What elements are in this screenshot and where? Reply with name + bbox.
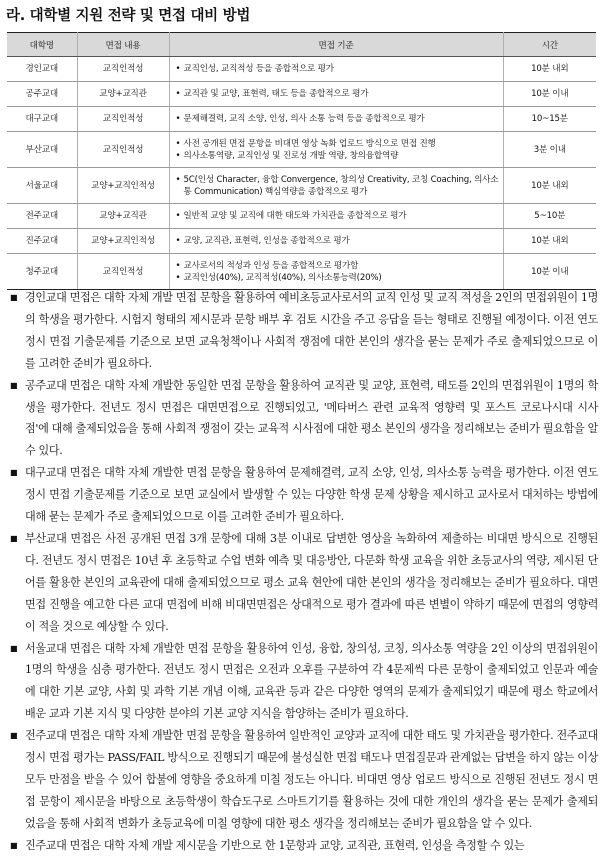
paragraph-text: 서울교대 면접은 대학 자체 개발한 면접 문항을 활용하여 인성, 융합, 창의성, 코칭, 의사소통 역량을 2인 이상의 면접위원이 1명의 학생을 심층 평가한다. 전년도 정시 면접은 오전과 오후를 구분하여 각 4문제씩 다른 문항이 출제되었고 인문과 예술에 대한 기본 교양, 사회 및 과학 기본 개념 이해, 교육관 등과 같은 다양한 영역의 문제가 출제되었기 때문에 평소 학교에서 배운 교과 기본 지식 및 다양한 분야의 기본 교양 지식을 함양하는 준비가 필요하다.	[25, 641, 598, 721]
criteria-list	[176, 260, 501, 284]
paragraph-text: 경인교대 면접은 대학 자체 개발 면접 문항을 활용하여 예비초등교사로서의 교직 인성 및 교직 적성을 2인의 면접위원이 1명의 학생을 평가한다. 시험지 형태의 제시문과 문항 배부 후 검토 시간을 주고 응답을 듣는 형태로 진행될 예정이다. 이전 연도 정시 면접 기출문제를 기준으로 보면 교육청책이나 사회적 쟁점에 대한 본인의 생각을 묻는 문제가 주로 출제되었으므로 이를 고려한 준비가 필요하다.	[25, 291, 598, 370]
cell-time: 10분 내외	[503, 229, 596, 254]
cell-content: 교양+교직인적성	[77, 168, 169, 204]
criteria-list	[176, 235, 501, 247]
cell-time: 10분 이내	[503, 82, 596, 107]
table-row	[7, 229, 596, 254]
page-title: 라. 대학별 지원 전략 및 면접 대비 방법	[6, 8, 251, 24]
table-row	[7, 107, 596, 132]
cell-criteria	[169, 204, 503, 229]
strategy-paragraph	[6, 725, 598, 835]
cell-content: 교양+교직관	[77, 82, 169, 107]
cell-university: 대구교대	[7, 107, 77, 132]
criteria-item: • 교직인성, 교직적성 등을 종합적으로 평가	[176, 63, 501, 75]
cell-criteria	[169, 254, 503, 290]
cell-content: 교직인적성	[77, 132, 169, 168]
strategy-paragraph	[6, 528, 598, 638]
square-bullet-icon: ■	[10, 293, 18, 302]
cell-criteria	[169, 57, 503, 82]
criteria-item: • 사전 공개된 면접 문항을 비대면 영상 녹화 업로드 방식으로 면접 진행	[176, 138, 501, 150]
table-header-row	[7, 33, 596, 57]
header-content: 면접 내용	[77, 33, 169, 57]
cell-criteria	[169, 107, 503, 132]
cell-time: 3분 이내	[503, 132, 596, 168]
square-bullet-icon: ■	[10, 731, 18, 741]
square-bullet-icon: ■	[10, 643, 18, 653]
criteria-item: • 의사소통역량, 교직인성 및 진로성 개발 역량, 창의융합역량	[176, 150, 501, 162]
square-bullet-icon: ■	[10, 380, 18, 390]
cell-university: 공주교대	[7, 82, 77, 107]
cell-content: 교직인적성	[77, 57, 169, 82]
criteria-item: • 교사로서의 적성과 인성 등을 종합적으로 평가함	[176, 260, 501, 272]
paragraph-text: 대구교대 면접은 대학 자체 개발한 면접 문항을 활용하여 문제해결력, 교직 소양, 인성, 의사소통 능력을 평가한다. 이전 연도 정시 면접 기출문제를 기준으로 보면 교실에서 발생할 수 있는 다양한 학생 문제 상황을 제시하고 교사로서 대처하는 방법에 대해 묻는 문제가 주로 출제되었으므로 이를 고려한 준비가 필요하다.	[25, 466, 598, 524]
cell-university: 부산교대	[7, 132, 77, 168]
table-row	[7, 168, 596, 204]
criteria-item: • 일반적 교양 및 교직에 대한 태도와 가치관을 종합적으로 평가	[176, 210, 501, 222]
cell-criteria	[169, 132, 503, 168]
criteria-list	[176, 63, 501, 75]
criteria-list	[176, 210, 501, 222]
cell-time: 10분 내외	[503, 57, 596, 82]
table-row	[7, 82, 596, 107]
table-row	[7, 57, 596, 82]
strategy-paragraphs	[6, 287, 598, 857]
paragraph-text: 진주교대 면접은 대학 자체 개발 제시문을 기반으로 한 1문항과 교양, 교직관, 표현력, 인성을 측정할 수 있는	[25, 838, 525, 852]
paragraph-text: 전주교대 면접은 대학 자체 개발한 면접 문항을 활용하여 일반적인 교양과 교직에 대한 태도 및 가치관을 평가한다. 전주교대 정시 면접 평가는 PASS/FAIL 방식으로 진행되기 때문에 불성실한 면접 태도나 면접질문과 관계없는 답변을 하지 않는 이상 모두 만점을 받을 수 있어 합불에 영향을 중요하게 미칠 정도는 아니다. 비대면 영상 업로드 방식으로 진행된 전년도 정시 면접 문항이 제시문을 바탕으로 초등학생이 학습도구로 스마트기기를 활용하는 것에 대한 개인의 생각을 묻는 문제가 출제되었음을 통해 사회적 변화가 초등교육에 미칠 영향에 대한 평소 생각을 정리해보는 준비가 필요함을 알 수 있다.	[25, 729, 598, 830]
cell-criteria	[169, 168, 503, 204]
cell-university: 전주교대	[7, 204, 77, 229]
cell-university: 진주교대	[7, 229, 77, 254]
header-criteria: 면접 기준	[169, 33, 503, 57]
criteria-list	[176, 88, 501, 100]
cell-content: 교양+교직관	[77, 204, 169, 229]
criteria-list	[176, 113, 501, 125]
table-row	[7, 132, 596, 168]
criteria-item: • 5C(인성 Character, 융합 Convergence, 창의성 Creativity, 코칭 Coaching, 의사소통 Communication) 핵심역량을 종합적으로 평가	[176, 174, 501, 198]
cell-time: 5~10분	[503, 204, 596, 229]
square-bullet-icon: ■	[10, 533, 18, 543]
criteria-item: • 교양, 교직관, 표현력, 인성을 종합적으로 평가	[176, 235, 501, 247]
table-row	[7, 204, 596, 229]
square-bullet-icon: ■	[10, 468, 18, 478]
criteria-list	[176, 138, 501, 162]
criteria-item: • 교직관 및 교양, 표현력, 태도 등을 종합적으로 평가	[176, 88, 501, 100]
cell-university: 경인교대	[7, 57, 77, 82]
cell-content: 교양+교직인적성	[77, 229, 169, 254]
strategy-paragraph	[6, 462, 598, 528]
cell-content: 교직인적성	[77, 254, 169, 290]
table-row	[7, 254, 596, 290]
paragraph-text: 부산교대 면접은 사전 공개된 면접 3개 문항에 대해 3분 이내로 답변한 영상을 녹화하여 제출하는 비대면 방식으로 진행된다. 전년도 정시 면접은 10년 후 초등학교 수업 변화 예측 및 대응방안, 다문화 학생 교육을 위한 초등교사의 역량, 제시된 단어를 활용한 본인의 교육관에 대해 출제되었으므로 평소 교육 현안에 대한 본인의 생각을 정리해보는 준비가 필요하다. 대면면접 진행을 예고한 다른 교대 면접에 비해 비대면면접은 상대적으로 평가 결과에 따른 변별이 약하기 때문에 면접의 영향력이 적을 것으로 예상할 수 있다.	[25, 531, 598, 633]
cell-time: 10~15분	[503, 107, 596, 132]
strategy-paragraph	[6, 835, 598, 857]
cell-time: 10분 내외	[503, 168, 596, 204]
header-university: 대학명	[7, 33, 77, 57]
paragraph-text: 공주교대 면접은 대학 자체 개발한 동일한 면접 문항을 활용하여 교직관 및 교양, 표현력, 태도를 2인의 면접위원이 1명의 학생을 평가한다. 전년도 정시 면접은 대면면접으로 진행되었고, '메타버스 관련 교육적 영향력 및 포스트 코로나시대 시사점'에 대해 출제되었음을 통해 사회적 쟁점이 갖는 교육적 시사점에 대한 평소 본인의 생각을 정리해보는 준비가 필요함을 알 수 있다.	[25, 378, 598, 458]
strategy-paragraph	[6, 638, 598, 726]
criteria-list	[176, 174, 501, 198]
interview-criteria-table	[7, 32, 596, 290]
strategy-paragraph	[6, 287, 598, 375]
cell-criteria	[169, 229, 503, 254]
criteria-item: • 문제해결력, 교직 소양, 인성, 의사 소통 능력 등을 종합적으로 평가	[176, 113, 501, 125]
strategy-paragraph	[6, 375, 598, 463]
criteria-item: • 교직인성(40%), 교직적성(40%), 의사소통능력(20%)	[176, 272, 501, 284]
cell-time: 10분 이내	[503, 254, 596, 290]
cell-content: 교직인적성	[77, 107, 169, 132]
square-bullet-icon: ■	[10, 840, 18, 850]
cell-university: 서울교대	[7, 168, 77, 204]
table-body	[7, 57, 596, 290]
cell-university: 청주교대	[7, 254, 77, 290]
header-time: 시간	[503, 33, 596, 57]
cell-criteria	[169, 82, 503, 107]
